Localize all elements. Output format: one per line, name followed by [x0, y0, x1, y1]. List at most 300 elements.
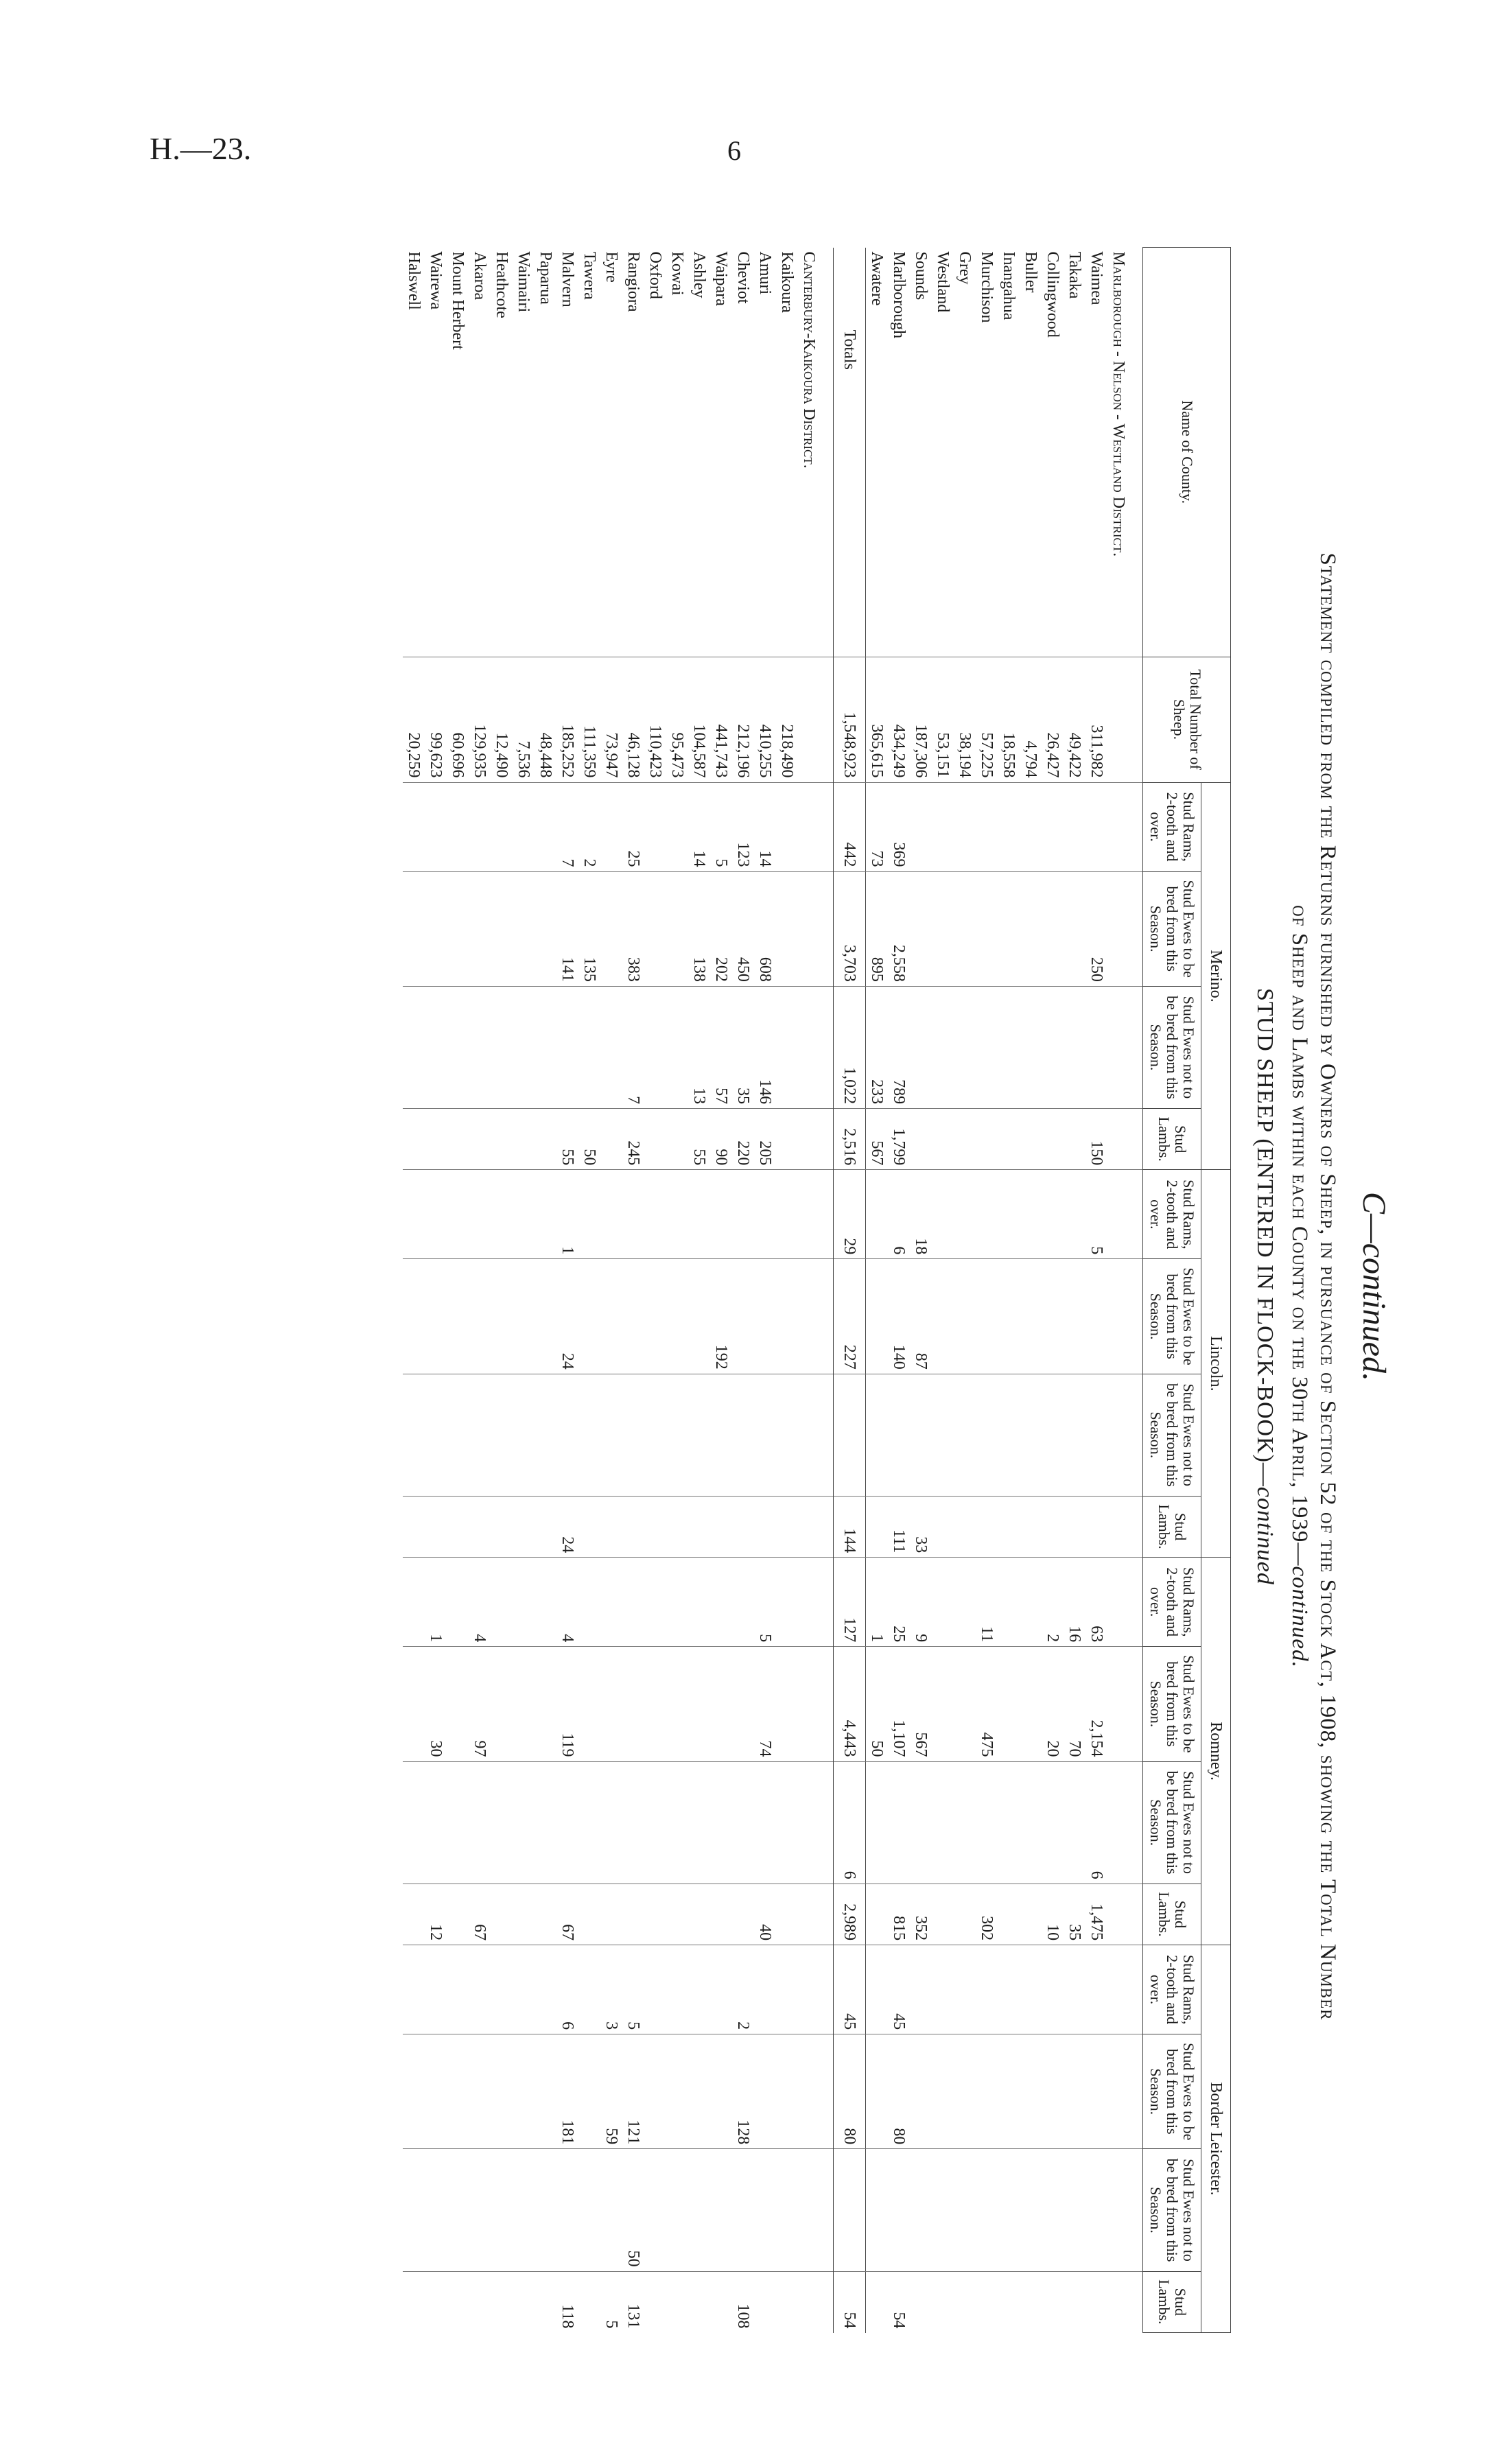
county-name: Akaroa [471, 251, 489, 301]
table-cell [976, 1109, 998, 1170]
table-body [403, 248, 1143, 2333]
table-cell [600, 1170, 622, 1259]
table-cell [998, 782, 1020, 871]
table-cell [865, 1374, 888, 1496]
statement-heading [1285, 233, 1342, 2340]
table-cell [535, 1761, 556, 1884]
table-cell [776, 782, 798, 871]
table-cell [776, 1647, 798, 1761]
table-cell [644, 1884, 666, 1945]
table-cell [865, 1259, 888, 1374]
table-cell [513, 782, 535, 871]
table-cell [932, 1374, 954, 1496]
table-cell [1042, 782, 1064, 871]
table-cell: 5 [710, 782, 732, 871]
table-cell [556, 1761, 578, 1884]
table-cell [622, 1496, 644, 1557]
table-cell [403, 1496, 425, 1557]
table-cell [1085, 2034, 1107, 2149]
table-cell [578, 1884, 600, 1945]
table-cell: 63 [1085, 1558, 1107, 1647]
total-sheep-cell: 212,196 [732, 657, 754, 782]
total-sheep-cell: 111,359 [578, 657, 600, 782]
col-header-county: Name of County. [1142, 248, 1231, 657]
table-cell [644, 1109, 666, 1170]
table-cell [513, 1884, 535, 1945]
table-cell [865, 2149, 888, 2271]
table-row [1020, 248, 1042, 2333]
county-name: Murchison [978, 251, 996, 323]
table-cell [976, 2271, 998, 2332]
table-cell [1064, 1374, 1085, 1496]
table-cell [954, 1558, 976, 1647]
table-cell: 11 [976, 1558, 998, 1647]
table-cell [1064, 986, 1085, 1108]
table-cell [710, 1884, 732, 1945]
table-cell [732, 1374, 754, 1496]
table-cell [447, 1259, 469, 1374]
table-cell [578, 1945, 600, 2034]
table-cell: 70 [1064, 1647, 1085, 1761]
section-title: C—continued. [1356, 1192, 1392, 1381]
table-cell: 450 [732, 871, 754, 986]
county-name: Kaikoura [778, 251, 797, 313]
table-cell: 6 [833, 1761, 865, 1884]
table-cell [1020, 2149, 1042, 2271]
total-sheep-cell: 20,259 [403, 657, 425, 782]
table-cell [600, 1374, 622, 1496]
document-code: H.—23. [150, 131, 252, 166]
table-cell: 35 [732, 986, 754, 1108]
table-cell: 67 [469, 1884, 491, 1945]
table-cell [425, 1761, 447, 1884]
table-row [666, 248, 688, 2333]
table-cell [1042, 1109, 1064, 1170]
table-cell [644, 2149, 666, 2271]
table-cell [976, 1945, 998, 2034]
table-cell [535, 2271, 556, 2332]
table-cell [491, 1761, 513, 1884]
table-cell [910, 2034, 932, 2149]
table-cell [954, 2271, 976, 2332]
table-cell: 5 [754, 1558, 776, 1647]
table-cell: 245 [622, 1109, 644, 1170]
table-cell [469, 986, 491, 1108]
table-cell [447, 1374, 469, 1496]
table-row [865, 248, 888, 2333]
group-header-merino: Merino. [1201, 782, 1231, 1170]
table-cell [776, 1558, 798, 1647]
table-cell [644, 986, 666, 1108]
table-cell: 55 [688, 1109, 710, 1170]
table-cell [644, 871, 666, 986]
table-cell [403, 1170, 425, 1259]
table-cell [732, 1647, 754, 1761]
table-cell [425, 1170, 447, 1259]
table-cell: 50 [578, 1109, 600, 1170]
sub-header-border-leicester-3: Stud Lambs. [1142, 2271, 1201, 2332]
table-cell [932, 986, 954, 1108]
table-cell [732, 1496, 754, 1557]
county-name: Grey [956, 251, 974, 285]
table-row [888, 248, 910, 2333]
table-cell [666, 1259, 688, 1374]
table-cell [688, 1374, 710, 1496]
table-cell [513, 1558, 535, 1647]
table-cell [776, 2149, 798, 2271]
table-cell [865, 1945, 888, 2034]
table-cell [688, 1170, 710, 1259]
table-cell: 141 [556, 871, 578, 986]
table-cell [1085, 2271, 1107, 2332]
table-cell [1020, 2034, 1042, 2149]
county-name: Awatere [868, 251, 887, 306]
table-cell [776, 1170, 798, 1259]
table-cell [888, 2149, 910, 2271]
table-cell [513, 986, 535, 1108]
table-cell [513, 871, 535, 986]
table-cell [954, 2149, 976, 2271]
county-name: Amuri [756, 251, 775, 295]
table-cell [425, 2149, 447, 2271]
table-cell [1064, 1109, 1085, 1170]
table-cell [578, 1647, 600, 1761]
total-sheep-cell: 4,794 [1020, 657, 1042, 782]
table-cell: 74 [754, 1647, 776, 1761]
statement-line-2: of Sheep and Lambs within each County on the 30th April, 1939—continued. [1287, 905, 1312, 1668]
table-cell: 90 [710, 1109, 732, 1170]
sub-header-romney-0: Stud Rams, 2-tooth and over. [1142, 1558, 1201, 1647]
table-cell [1020, 1761, 1042, 1884]
total-sheep-cell: 46,128 [622, 657, 644, 782]
table-cell [425, 986, 447, 1108]
table-cell [556, 986, 578, 1108]
table-cell: 1,107 [888, 1647, 910, 1761]
table-cell [954, 1170, 976, 1259]
county-name: Sounds [912, 251, 930, 301]
statement-line-1: Statement compiled from the Returns furnished by Owners of Sheep, in pursuance of Section 52 of the Stock Act, 1908, showing the Total Number [1315, 552, 1340, 2021]
county-name: Collingwood [1044, 251, 1062, 338]
table-row [600, 248, 622, 2333]
table-cell [776, 986, 798, 1108]
table-cell: 55 [556, 1109, 578, 1170]
county-name: Buller [1022, 251, 1040, 293]
table-cell: 54 [833, 2271, 865, 2332]
table-cell: 1,022 [833, 986, 865, 1108]
table-cell [644, 2034, 666, 2149]
table-cell [754, 2271, 776, 2332]
table-cell [688, 2271, 710, 2332]
table-row [403, 248, 425, 2333]
table-cell [535, 1884, 556, 1945]
table-cell: 205 [754, 1109, 776, 1170]
table-row [998, 248, 1020, 2333]
table-cell [403, 2034, 425, 2149]
table-cell [932, 1109, 954, 1170]
table-row [910, 248, 932, 2333]
table-cell: 20 [1042, 1647, 1064, 1761]
table-cell [954, 1374, 976, 1496]
table-cell [469, 2149, 491, 2271]
sub-header-merino-0: Stud Rams, 2-tooth and over. [1142, 782, 1201, 871]
county-name: Westland [934, 251, 952, 313]
table-cell [865, 1170, 888, 1259]
table-cell [644, 1945, 666, 2034]
group-header-romney: Romney. [1201, 1558, 1231, 1945]
table-row [556, 248, 578, 2333]
table-cell [910, 1374, 932, 1496]
table-cell [666, 1496, 688, 1557]
table-cell [910, 871, 932, 986]
table-cell: 6 [556, 1945, 578, 2034]
table-cell: 2 [578, 782, 600, 871]
table-cell [710, 1647, 732, 1761]
table-cell [403, 1647, 425, 1761]
table-cell [910, 1109, 932, 1170]
table-cell [666, 1374, 688, 1496]
table-row [513, 248, 535, 2333]
table-cell [1064, 1496, 1085, 1557]
table-cell [732, 1884, 754, 1945]
table-cell [910, 986, 932, 1108]
table-cell: 25 [622, 782, 644, 871]
table-cell [833, 2149, 865, 2271]
county-name: Malvern [559, 251, 577, 307]
table-cell: 352 [910, 1884, 932, 1945]
table-cell [954, 782, 976, 871]
total-sheep-cell: 434,249 [888, 657, 910, 782]
table-cell [600, 986, 622, 1108]
table-cell [1085, 782, 1107, 871]
table-cell [1042, 1259, 1064, 1374]
table-cell [425, 1259, 447, 1374]
table-cell [776, 1374, 798, 1496]
sub-header-merino-3: Stud Lambs. [1142, 1109, 1201, 1170]
table-cell [688, 1558, 710, 1647]
table-cell [403, 986, 425, 1108]
table-cell [600, 1884, 622, 1945]
table-cell [776, 1496, 798, 1557]
table-cell [491, 871, 513, 986]
table-cell [600, 1647, 622, 1761]
table-row [976, 248, 998, 2333]
table-cell: 119 [556, 1647, 578, 1761]
table-cell [776, 1109, 798, 1170]
county-name: Heathcote [493, 251, 511, 318]
table-cell [1064, 2034, 1085, 2149]
table-row [732, 248, 754, 2333]
table-cell [535, 1945, 556, 2034]
table-cell [600, 1109, 622, 1170]
table-cell [998, 2149, 1020, 2271]
table-cell [976, 782, 998, 871]
county-name: Waimairi [515, 251, 533, 313]
table-cell [1020, 986, 1042, 1108]
table-cell: 608 [754, 871, 776, 986]
table-cell [578, 1761, 600, 1884]
table-cell [998, 1558, 1020, 1647]
table-cell [1064, 1945, 1085, 2034]
county-name: Tawera [580, 251, 599, 300]
table-cell [447, 1761, 469, 1884]
table-cell [954, 1945, 976, 2034]
table-cell [910, 1761, 932, 1884]
table-row [578, 248, 600, 2333]
table-cell [556, 2149, 578, 2271]
table-cell [622, 1259, 644, 1374]
table-cell: 80 [888, 2034, 910, 2149]
table-cell [976, 1761, 998, 1884]
total-sheep-cell: 7,536 [513, 657, 535, 782]
table-cell [535, 1170, 556, 1259]
table-cell [932, 871, 954, 986]
total-sheep-cell: 99,623 [425, 657, 447, 782]
total-sheep-cell: 53,151 [932, 657, 954, 782]
table-cell: 5 [1085, 1170, 1107, 1259]
table-cell: 73 [865, 782, 888, 871]
table-cell: 442 [833, 782, 865, 871]
table-cell [622, 1761, 644, 1884]
table-cell [447, 986, 469, 1108]
table-cell [666, 782, 688, 871]
table-cell [932, 1945, 954, 2034]
table-cell [1085, 1496, 1107, 1557]
sub-header-merino-2: Stud Ewes not to be bred from this Season. [1142, 986, 1201, 1108]
total-sheep-cell: 410,255 [754, 657, 776, 782]
table-cell: 131 [622, 2271, 644, 2332]
table-cell [447, 1170, 469, 1259]
table-cell [1064, 782, 1085, 871]
table-cell: 121 [622, 2034, 644, 2149]
table-cell [710, 1945, 732, 2034]
total-sheep-cell: 38,194 [954, 657, 976, 782]
table-cell [535, 782, 556, 871]
table-cell [447, 871, 469, 986]
table-cell: 789 [888, 986, 910, 1108]
table-cell [932, 2149, 954, 2271]
district-row-marlborough [1107, 248, 1143, 2333]
table-cell [535, 1647, 556, 1761]
table-cell [578, 1558, 600, 1647]
table-cell: 227 [833, 1259, 865, 1374]
table-cell [976, 871, 998, 986]
table-cell [710, 1496, 732, 1557]
table-cell [732, 1259, 754, 1374]
table-cell: 1 [865, 1558, 888, 1647]
table-cell [513, 1496, 535, 1557]
table-cell [491, 986, 513, 1108]
table-cell: 29 [833, 1170, 865, 1259]
table-row [1042, 248, 1064, 2333]
table-row [447, 248, 469, 2333]
table-cell [513, 1761, 535, 1884]
table-cell: 40 [754, 1884, 776, 1945]
table-cell [732, 1170, 754, 1259]
table-cell [688, 1496, 710, 1557]
table-cell: 16 [1064, 1558, 1085, 1647]
table-cell [491, 1647, 513, 1761]
county-name: Paparua [537, 251, 555, 305]
table-cell [954, 1496, 976, 1557]
table-cell [403, 1259, 425, 1374]
table-cell [666, 1945, 688, 2034]
table-cell: 7 [556, 782, 578, 871]
table-cell [622, 1170, 644, 1259]
table-cell [535, 986, 556, 1108]
county-name: Eyre [602, 251, 621, 283]
table-cell [954, 1884, 976, 1945]
table-cell [1020, 1945, 1042, 2034]
table-cell [976, 986, 998, 1108]
table-row [954, 248, 976, 2333]
table-cell [469, 871, 491, 986]
table-cell [666, 2149, 688, 2271]
table-cell [403, 2149, 425, 2271]
total-sheep-cell: 185,252 [556, 657, 578, 782]
table-cell [1042, 2034, 1064, 2149]
table-cell [535, 871, 556, 986]
rotated-page-content [144, 206, 1420, 2367]
table-cell [1042, 871, 1064, 986]
table-cell [954, 1109, 976, 1170]
table-cell [1020, 782, 1042, 871]
table-cell [447, 2271, 469, 2332]
table-cell [535, 1259, 556, 1374]
table-cell [666, 1109, 688, 1170]
table-cell [403, 871, 425, 986]
table-cell [1064, 1761, 1085, 1884]
table-cell [666, 1884, 688, 1945]
table-cell: 123 [732, 782, 754, 871]
district-name: Canterbury-Kaikoura District. [800, 251, 819, 469]
table-cell [644, 1170, 666, 1259]
table-cell [600, 1761, 622, 1884]
table-cell [776, 1945, 798, 2034]
table-cell: 57 [710, 986, 732, 1108]
table-cell [447, 1647, 469, 1761]
table-cell [710, 1761, 732, 1884]
table-cell: 150 [1085, 1109, 1107, 1170]
total-sheep-cell: 311,982 [1085, 657, 1107, 782]
table-cell [1042, 1945, 1064, 2034]
sub-header-romney-3: Stud Lambs. [1142, 1884, 1201, 1945]
sub-header-border-leicester-1: Stud Ewes to be bred from this Season. [1142, 2034, 1201, 2149]
table-cell [666, 1761, 688, 1884]
table-cell [688, 1945, 710, 2034]
sub-header-border-leicester-0: Stud Rams, 2-tooth and over. [1142, 1945, 1201, 2034]
table-cell [600, 871, 622, 986]
group-header-lincoln: Lincoln. [1201, 1170, 1231, 1558]
table-cell [513, 2271, 535, 2332]
table-cell [998, 1170, 1020, 1259]
table-cell [776, 2034, 798, 2149]
table-cell [666, 986, 688, 1108]
table-cell: 4 [556, 1558, 578, 1647]
table-cell [1020, 1884, 1042, 1945]
table-cell [666, 2271, 688, 2332]
table-cell [469, 1374, 491, 1496]
table-cell [710, 1558, 732, 1647]
table-cell [666, 1647, 688, 1761]
table-cell [776, 1761, 798, 1884]
county-name: Wairewa [427, 251, 445, 310]
table-cell [954, 986, 976, 1108]
table-row [1064, 248, 1085, 2333]
table-cell: 87 [910, 1259, 932, 1374]
table-cell [425, 1374, 447, 1496]
table-cell [732, 2149, 754, 2271]
table-cell: 7 [622, 986, 644, 1108]
